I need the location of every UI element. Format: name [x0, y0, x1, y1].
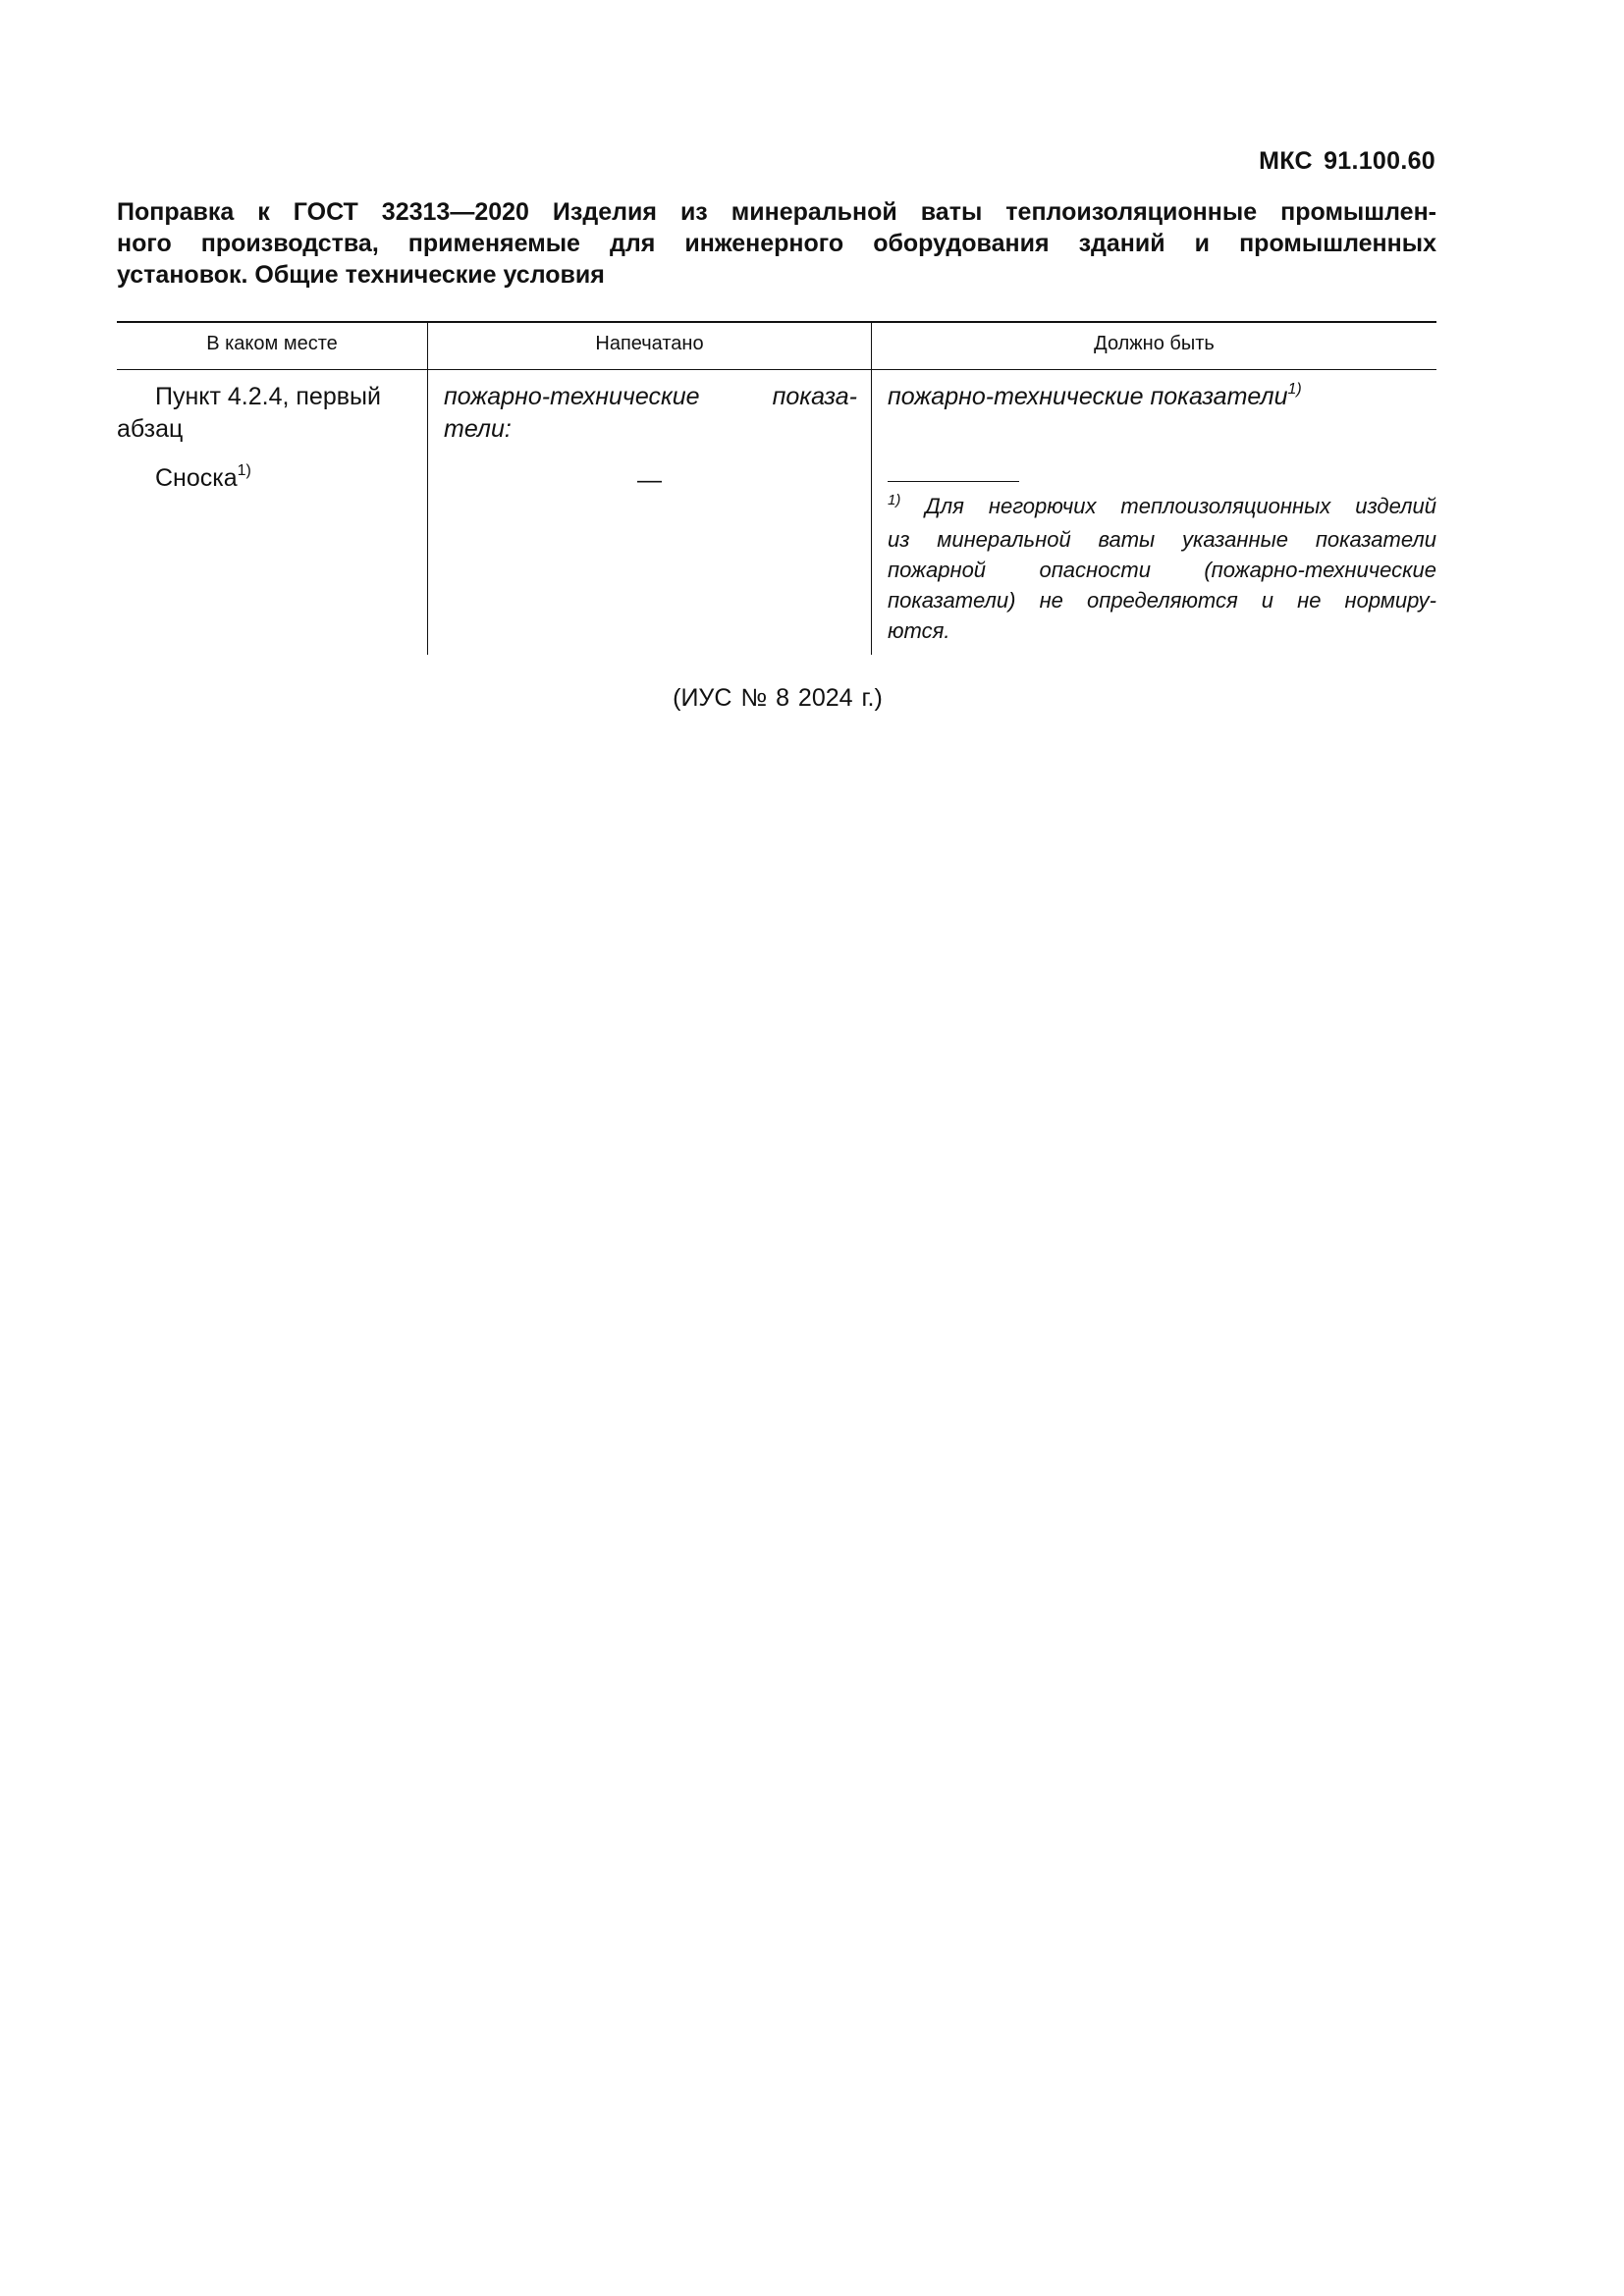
footnote-marker: 1) [1287, 381, 1302, 398]
amendment-table [117, 321, 1436, 655]
column-header-should-be: Должно быть [1094, 333, 1215, 354]
mks-code: МКС 91.100.60 [1259, 147, 1435, 175]
footnote-line: пожарной опасности (пожарно-технические [888, 558, 1436, 582]
footnote-line: ются. [888, 618, 950, 643]
should-be-text: пожарно-технические показатели [888, 383, 1288, 410]
title-line: установок. Общие технические условия [117, 261, 605, 289]
cell-where-row2 [155, 462, 420, 498]
footnote-line: показатели) не определяются и не нормиру- [888, 588, 1436, 613]
cell-printed-row2: — [637, 466, 662, 494]
footnote-separator [888, 481, 1019, 482]
footnote-line: из минеральной ваты указанные показатели [888, 527, 1436, 552]
printed-line: тели: [444, 415, 512, 443]
title-line: ного производства, применяемые для инженерного оборудования зданий и промышленных [117, 230, 1436, 257]
document-title [117, 196, 1436, 291]
footnote-line-text: Для негорючих теплоизоляционных изделий [925, 494, 1436, 518]
cell-should-be-row1 [888, 381, 1436, 416]
footnote-marker: 1) [888, 492, 901, 508]
footnote-text [888, 491, 1436, 646]
column-header-where: В каком месте [206, 333, 338, 354]
title-line: Поправка к ГОСТ 32313—2020 Изделия из минеральной ваты теплоизоляционные промышлен- [117, 198, 1436, 226]
footnote-line [888, 491, 1436, 524]
column-header-printed: Напечатано [595, 333, 704, 354]
table-top-rule [117, 321, 1436, 323]
cell-printed-row1 [444, 381, 857, 446]
column-divider [871, 321, 872, 655]
table-header-rule [117, 369, 1436, 370]
where-text: Сноска [155, 464, 238, 492]
footnote-marker: 1) [237, 462, 251, 479]
printed-line: пожарно-технические показа- [444, 383, 857, 410]
issue-reference: (ИУС № 8 2024 г.) [673, 684, 883, 712]
cell-where-row1: Пункт 4.2.4, первый абзац [117, 383, 381, 443]
